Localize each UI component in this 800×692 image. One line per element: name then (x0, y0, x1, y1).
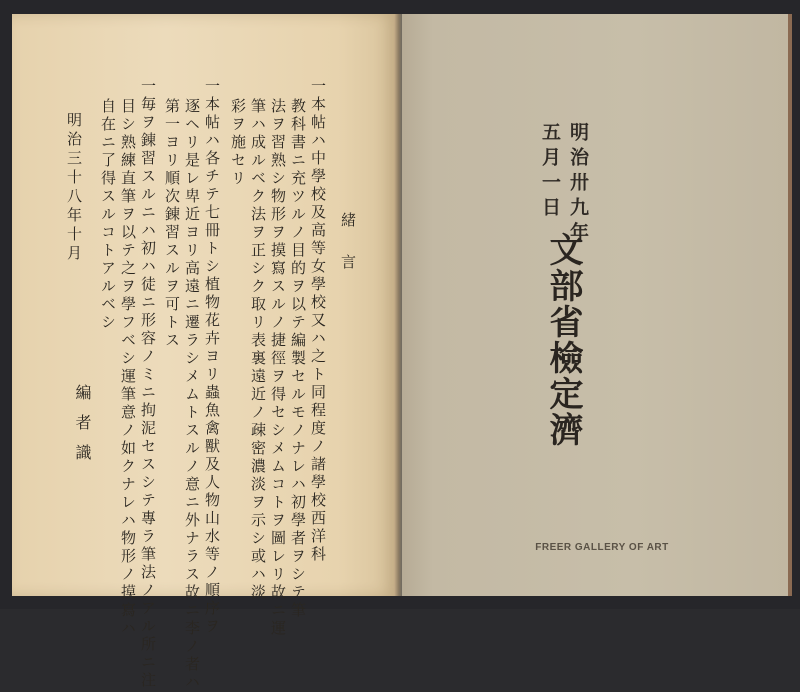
preface-line-8: 第一ヨリ順次錬習スルヲ可トス (163, 98, 181, 350)
preface-line-11: 自在ニ了得スルコトアルベシ (99, 98, 117, 332)
preface-line-6: 一本帖ハ各チテ七冊トシ植物花卉ヨリ蟲魚禽獸及人物山水等ノ順序ヲ (203, 78, 221, 636)
collection-stamp: FREER GALLERY OF ART (535, 542, 669, 553)
approval-date-line-2: 五月一日 (539, 122, 561, 222)
preface-line-5: 彩ヲ施セリ (229, 98, 247, 188)
preface-line-3: 法ヲ習熟シ物形ヲ摸寫スルノ捷徑ヲ得セシメムコトヲ圖レリ故ニ運 (269, 98, 287, 638)
preface-line-9: 一毎ヲ錬習スルニハ初ハ徒ニ形容ノミニ拘泥セスシテ專ラ筆法ノアル所ニ注 (139, 78, 157, 690)
preface-line-7: 逐ヘリ是レ卑近ヨリ高遠ニ遷ラシメムトスルノ意ニ外ナラス故ニ李ノ者ハ (183, 98, 201, 692)
preface-title: 緒 言 (339, 212, 357, 275)
right-page (402, 14, 788, 596)
preface-date: 明治三十八年十月 (65, 112, 83, 264)
ministry-approval-text: 文部省檢定濟 (543, 232, 583, 448)
preface-line-4: 筆ハ成ルベク法ヲ正シク取リ表裏遠近ノ疎密濃淡ヲ示シ或ハ淡 (249, 98, 267, 602)
preface-line-2: 教科書ニ充ツルノ目的ヲ以テ編製セルモノナレハ初學者ヲシテ筆 (289, 98, 307, 620)
preface-signature: 編者識 (73, 384, 92, 474)
preface-line-10: 目シ熟練直筆ヲ以テ之ヲ學フベシ運筆意ノ如クナレハ物形ノ摸寫ハ (119, 98, 137, 638)
cover-edge (788, 14, 792, 596)
preface-line-1: 一本帖ハ中學校及高等女學校又ハ之ト同程度ノ諸學校西洋科 (309, 78, 327, 564)
approval-date-line-1: 明治卅九年 (567, 122, 589, 247)
book-gutter (394, 14, 402, 596)
